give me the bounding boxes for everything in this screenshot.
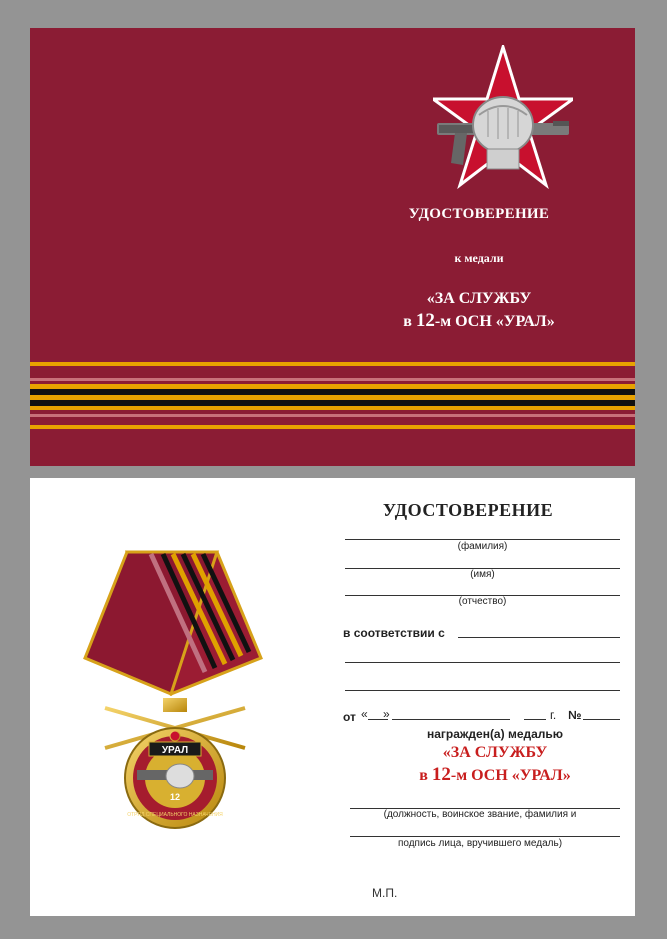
medal-banner-text: УРАЛ <box>161 745 189 756</box>
date-quote-close: » <box>383 707 390 721</box>
signature-caption-2: подпись лица, вручившего медаль) <box>397 838 563 849</box>
surname-caption: (фамилия) <box>457 541 508 552</box>
inner-medal-name-line2 <box>400 764 590 786</box>
awarded-label: награжден(а) медалью <box>426 727 564 741</box>
date-year-line[interactable] <box>524 719 546 720</box>
blank-line-2[interactable] <box>345 690 620 691</box>
date-month-line[interactable] <box>392 719 510 720</box>
blank-line-1[interactable] <box>345 662 620 663</box>
inner-medal-line2-suffix: -м ОСН «УРАЛ» <box>450 767 571 784</box>
signature-caption-1: (должность, воинское звание, фамилия и <box>383 809 577 820</box>
surname-line[interactable] <box>345 539 620 540</box>
patronymic-caption: (отчество) <box>458 596 507 607</box>
cover-medal-line2-prefix: в <box>403 313 416 330</box>
certificate-cover <box>30 28 635 466</box>
number-line[interactable] <box>583 719 620 720</box>
inner-medal-line2-prefix: в <box>419 767 432 784</box>
name-caption: (имя) <box>470 569 495 580</box>
cover-stripes <box>30 362 635 432</box>
from-label: от <box>343 710 356 724</box>
red-star-fist-rifle-icon <box>433 45 573 195</box>
certificate-inner <box>30 478 635 916</box>
cover-to-medal: к медали <box>454 251 504 265</box>
stamp-label: М.П. <box>372 886 398 900</box>
date-quote-open: « <box>361 707 368 721</box>
accordance-line[interactable] <box>458 637 620 638</box>
medal-icon <box>75 538 285 838</box>
inner-medal-name-line1: «ЗА СЛУЖБУ <box>442 744 548 761</box>
signature-line-2[interactable] <box>350 836 620 837</box>
number-label: № <box>568 708 582 722</box>
cover-medal-number: 12 <box>415 310 435 331</box>
cover-medal-line2-suffix: -м ОСН «УРАЛ» <box>434 313 555 330</box>
medal-ring-text: ОТРЯД СПЕЦИАЛЬНОГО НАЗНАЧЕНИЯ <box>127 812 223 818</box>
accordance-label: в соответствии с <box>343 626 445 640</box>
inner-medal-number: 12 <box>431 764 451 785</box>
cover-medal-name-line1: «ЗА СЛУЖБУ <box>426 290 532 307</box>
medal-number-text: 12 <box>169 792 181 802</box>
year-label: г. <box>550 708 557 722</box>
inner-title: УДОСТОВЕРЕНИЕ <box>382 500 554 520</box>
cover-medal-name-line2 <box>379 310 579 332</box>
cover-title: УДОСТОВЕРЕНИЕ <box>408 206 550 222</box>
